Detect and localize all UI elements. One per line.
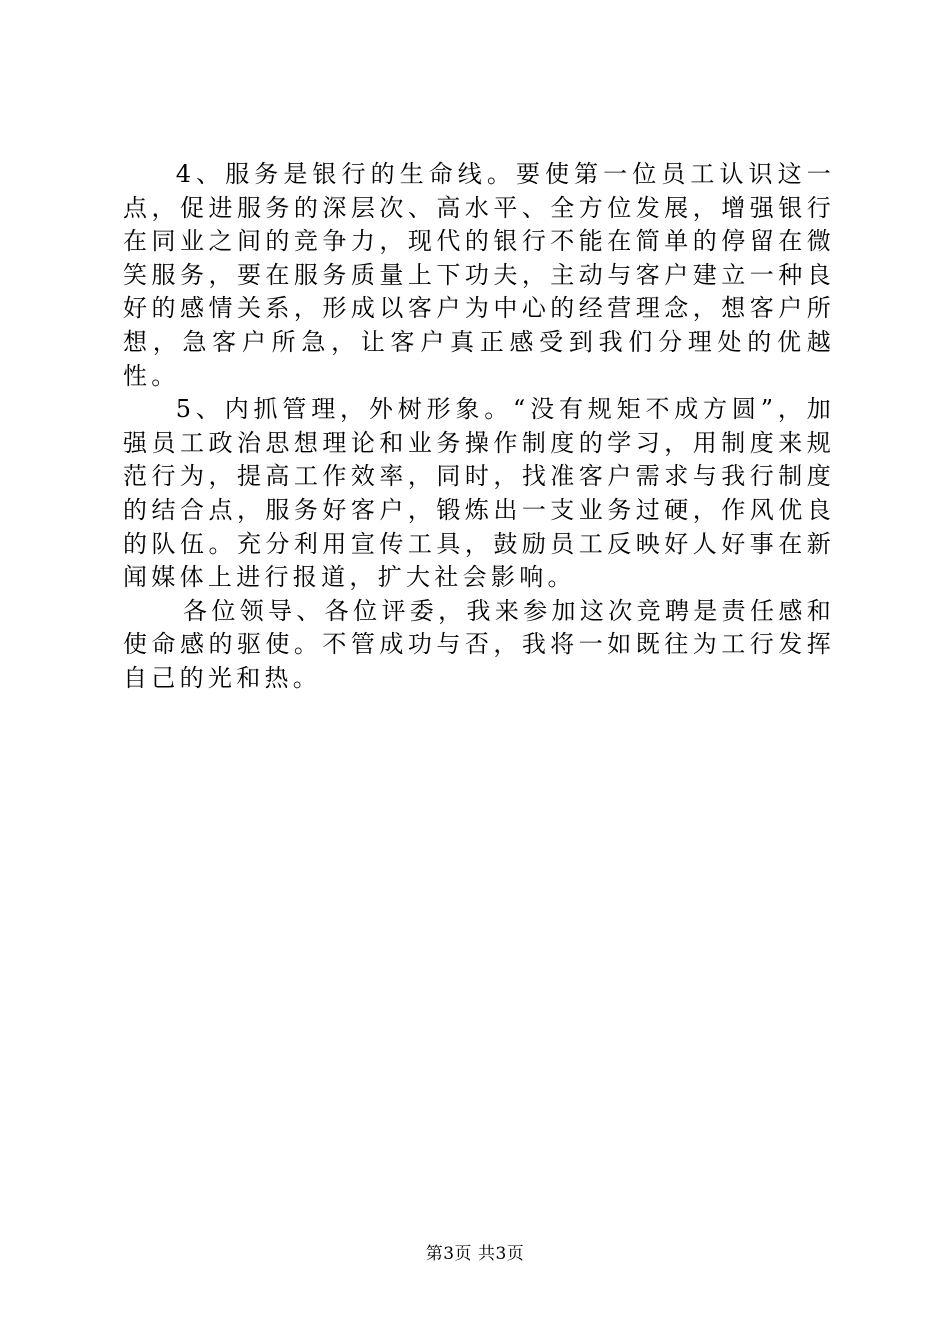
- paragraph-closing: 各位领导、各位评委，我来参加这次竞聘是责任感和使命感的驱使。不管成功与否，我将一如既往为工行发挥自己的光和热。: [123, 596, 835, 692]
- paragraph-service: 4、服务是银行的生命线。要使第一位员工认识这一点，促进服务的深层次、高水平、全方位发展，增强银行在同业之间的竞争力，现代的银行不能在简单的停留在微笑服务，要在服务质量上下功夫，主动与客户建立一种良好的感情关系，形成以客户为中心的经营理念，想客户所想，急客户所急，让客户真正感受到我们分理处的优越性。: [123, 160, 835, 390]
- document-body: [123, 158, 835, 696]
- page-footer: 第3页 共3页: [425, 1244, 525, 1264]
- paragraph-management: 5、内抓管理，外树形象。“没有规矩不成方圆”，加强员工政治思想理论和业务操作制度的学习，用制度来规范行为，提高工作效率，同时，找准客户需求与我行制度的结合点，服务好客户，锻炼出一支业务过硬，作风优良的队伍。充分利用宣传工具，鼓励员工反映好人好事在新闻媒体上进行报道，扩大社会影响。: [123, 395, 835, 592]
